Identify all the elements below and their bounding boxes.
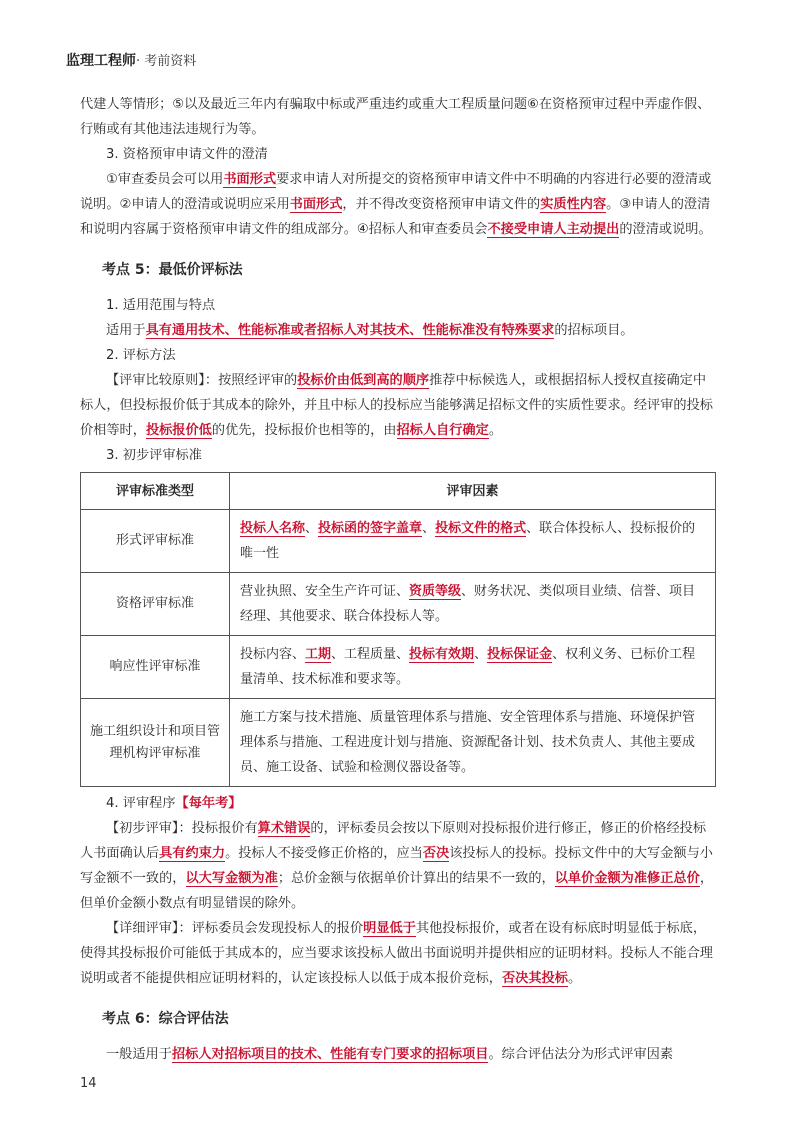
s1-paragraph: 适用于具有通用技术、性能标准或者招标人对其技术、性能标准没有特殊要求的招标项目。 (106, 323, 634, 338)
highlight: 招标人自行确定 (396, 423, 489, 438)
section-title-kd6: 考点 6：综合评估法 (102, 1011, 229, 1027)
table-cell-type: 响应性评审标准 (81, 636, 230, 699)
page-content (80, 92, 716, 1067)
highlight: 投标报价低 (145, 423, 212, 438)
initial-review-paragraph: 【初步评审】：投标报价有算术错误的，评标委员会按以下原则对投标报价进行修正，修正的价格经投标人书面确认后具有约束力。投标人不接受修正价格的，应当否决该投标人的投标。投标文件中的大写金额与小写金额不一致的，以大写金额为准；总价金额与依据单价计算出的结果不一致的，以单价金额为准修正总价，但单价金额小数点有明显错误的除外。 (80, 821, 713, 911)
s2-heading: 2. 评标方法 (106, 348, 176, 363)
highlight: 实质性内容 (540, 197, 607, 212)
highlight: 不接受申请人主动提出 (487, 222, 620, 237)
s4-heading: 4. 评审程序【每年考】 (106, 796, 242, 811)
s3-heading: 3. 初步评审标准 (106, 448, 202, 463)
highlight: 具有通用技术、性能标准或者招标人对其技术、性能标准没有特殊要求 (145, 323, 555, 338)
clarify-heading: 3. 资格预审申请文件的澄清 (106, 147, 268, 162)
header-title: 监理工程师 (66, 53, 136, 69)
table-row (81, 510, 716, 573)
table-cell-factor: 投标人名称、投标函的签字盖章、投标文件的格式、联合体投标人、投标报价的唯一性 (230, 510, 716, 573)
table-cell-factor: 营业执照、安全生产许可证、资质等级、财务状况、类似项目业绩、信誉、项目经理、其他要求、联合体投标人等。 (230, 573, 716, 636)
highlight: 书面形式 (223, 172, 277, 187)
page-header (66, 50, 196, 70)
table-row (81, 636, 716, 699)
table-cell-factor: 投标内容、工期、工程质量、投标有效期、投标保证金、权利义务、已标价工程量清单、技术标准和要求等。 (230, 636, 716, 699)
table-cell-type: 资格评审标准 (81, 573, 230, 636)
table-cell-type: 形式评审标准 (81, 510, 230, 573)
s2-paragraph: 【评审比较原则】：按照经评审的投标价由低到高的顺序推荐中标候选人，或根据招标人授权直接确定中标人，但投标报价低于其成本的除外，并且中标人的投标应当能够满足招标文件的实质性要求。经评审的投标价相等时，投标报价低的优先，投标报价也相等的，由招标人自行确定。 (80, 373, 713, 438)
table-row (81, 699, 716, 787)
table-header-row (81, 473, 716, 510)
detailed-review-paragraph: 【详细评审】：评标委员会发现投标人的报价明显低于其他投标报价，或者在设有标底时明显低于标底，使得其投标报价可能低于其成本的，应当要求该投标人做出书面说明并提供相应的证明材料。投标人不能合理说明或者不能提供相应证明材料的，认定该投标人以低于成本报价竞标，否决其投标。 (80, 921, 713, 986)
table-cell-type: 施工组织设计和项目管理机构评审标准 (81, 699, 230, 787)
kd6-paragraph: 一般适用于招标人对招标项目的技术、性能有专门要求的招标项目。综合评估法分为形式评审因素 (106, 1047, 674, 1062)
s1-heading: 1. 适用范围与特点 (106, 298, 216, 313)
criteria-table (80, 472, 716, 787)
exam-tag: 【每年考】 (175, 796, 242, 811)
table-cell-factor: 施工方案与技术措施、质量管理体系与措施、安全管理体系与措施、环境保护管理体系与措施、工程进度计划与措施、资源配备计划、技术负责人、其他主要成员、施工设备、试验和检测仪器设备等。 (230, 699, 716, 787)
highlight: 投标价由低到高的顺序 (297, 373, 430, 388)
table-col-type: 评审标准类型 (81, 473, 230, 510)
table-col-factor: 评审因素 (230, 473, 716, 510)
section-title-kd5: 考点 5：最低价评标法 (102, 262, 243, 278)
table-row (81, 573, 716, 636)
page-number: 14 (80, 1076, 97, 1091)
highlight: 书面形式 (289, 197, 343, 212)
header-subtitle: · 考前资料 (136, 54, 197, 69)
clarify-paragraph: ①审查委员会可以用书面形式要求申请人对所提交的资格预审申请文件中不明确的内容进行必要的澄清或说明。②申请人的澄清或说明应采用书面形式，并不得改变资格预审申请文件的实质性内容。③申请人的澄清和说明内容属于资格预审申请文件的组成部分。④招标人和审查委员会不接受申请人主动提出的澄清或说明。 (80, 172, 712, 237)
intro-paragraph: 代建人等情形；⑤以及最近三年内有骗取中标或严重违约或重大工程质量问题⑥在资格预审过程中弄虚作假、行贿或有其他违法违规行为等。 (80, 97, 711, 137)
